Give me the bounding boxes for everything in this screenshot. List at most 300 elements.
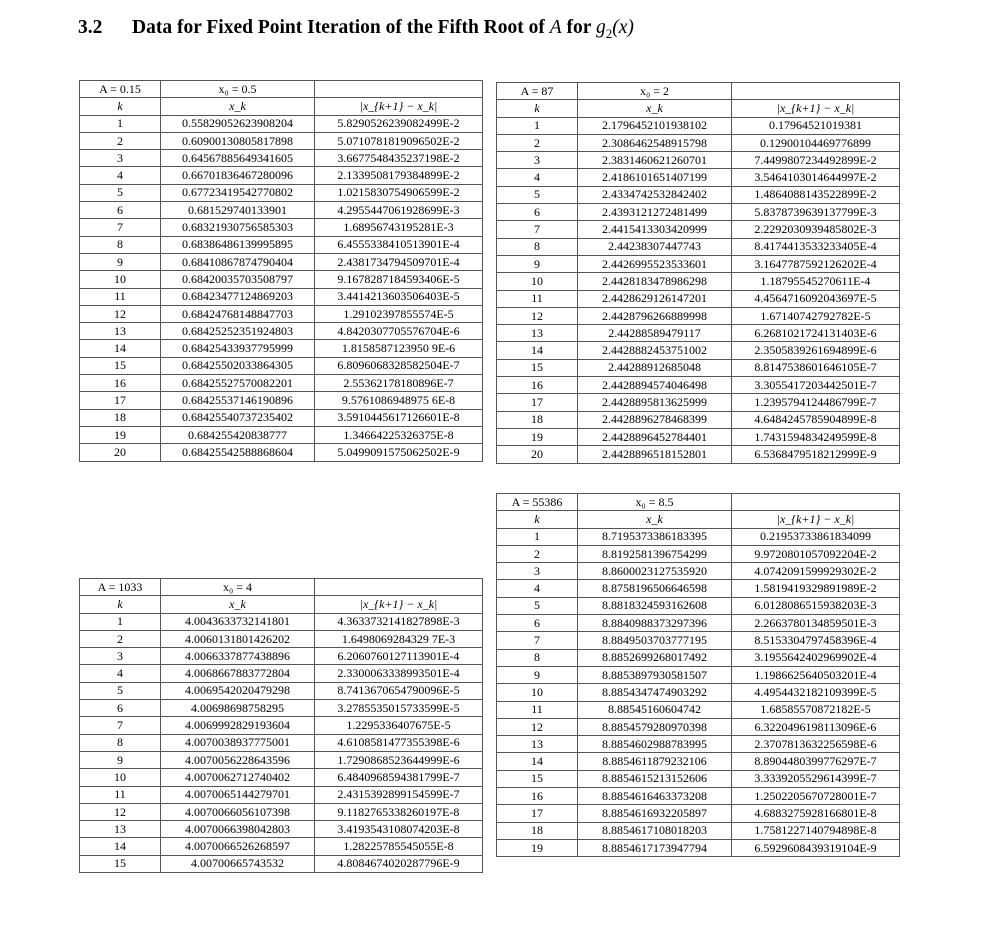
cell-diff: 3.5910445617126601E-8 [315,409,483,426]
cell-xk: 0.68425527570082201 [161,375,315,392]
column-k: k [80,596,161,613]
cell-xk: 4.0060131801426202 [161,630,315,647]
cell-k: 8 [80,734,161,751]
cell-diff: 4.2955447061928699E-3 [315,202,483,219]
cell-diff: 9.1678287184593406E-5 [315,271,483,288]
cell-diff: 3.4193543108074203E-8 [315,821,483,838]
table-row [497,255,900,272]
cell-k: 13 [80,323,161,340]
table-row [497,169,900,186]
cell-diff: 3.6677548435237198E-2 [315,150,483,167]
cell-diff: 1.2395794124486799E-7 [732,394,900,411]
table-row [80,426,483,443]
cell-diff: 6.5929608439319104E-9 [732,839,900,856]
cell-diff: 4.8084674020287796E-9 [315,855,483,872]
table-row [80,630,483,647]
cell-k: 19 [497,839,578,856]
table-row [497,117,900,134]
cell-k: 7 [497,632,578,649]
cell-diff: 5.0710781819096502E-2 [315,132,483,149]
table-row [80,253,483,270]
cell-diff: 4.3633732141827898E-3 [315,613,483,630]
cell-xk: 2.4428882453751002 [578,342,732,359]
table-row [497,342,900,359]
table-row [80,648,483,665]
table-row [80,700,483,717]
column-k: k [80,98,161,115]
x0-label: x₀ = 2 [578,83,732,100]
table-row [80,734,483,751]
cell-k: 1 [497,528,578,545]
cell-k: 4 [497,169,578,186]
table-row [497,718,900,735]
cell-diff: 6.3220496198113096E-6 [732,718,900,735]
cell-k: 12 [80,305,161,322]
column-header-row [80,98,483,115]
a-value-label: A = 55386 [497,494,578,511]
table-row [80,219,483,236]
cell-xk: 2.3831460621260701 [578,152,732,169]
table-row [497,290,900,307]
table-row [80,786,483,803]
cell-diff: 2.3300063338993501E-4 [315,665,483,682]
cell-k: 18 [497,411,578,428]
cell-xk: 2.44238307447743 [578,238,732,255]
column-k: k [497,100,578,117]
table-a-0-15 [79,80,483,462]
cell-diff: 1.8158587123950 9E-6 [315,340,483,357]
table-row [497,822,900,839]
table-row [80,357,483,374]
cell-diff: 3.2785535015733599E-5 [315,700,483,717]
cell-k: 16 [497,377,578,394]
cell-diff: 2.3707813632256598E-6 [732,736,900,753]
cell-k: 15 [497,770,578,787]
cell-diff: 6.2060760127113901E-4 [315,648,483,665]
cell-xk: 0.684255420838777 [161,426,315,443]
table-row [80,323,483,340]
cell-diff: 5.8290526239082499E-2 [315,115,483,132]
cell-k: 3 [80,150,161,167]
cell-xk: 4.0069542020479298 [161,682,315,699]
cell-xk: 4.0070066526268597 [161,838,315,855]
cell-xk: 2.4334742532842402 [578,186,732,203]
cell-xk: 2.4393121272481499 [578,204,732,221]
cell-diff: 1.6498069284329 7E-3 [315,630,483,647]
cell-k: 3 [497,152,578,169]
cell-diff: 0.12900104469776899 [732,134,900,151]
table-row [497,563,900,580]
cell-diff: 2.55362178180896E-7 [315,375,483,392]
cell-k: 17 [497,805,578,822]
cell-xk: 2.4428896518152801 [578,446,732,463]
cell-xk: 0.60900130805817898 [161,132,315,149]
cell-diff: 1.7581227140794898E-8 [732,822,900,839]
cell-xk: 2.4428796266889998 [578,307,732,324]
cell-diff: 0.17964521019381 [732,117,900,134]
cell-xk: 0.68424768148847703 [161,305,315,322]
cell-k: 2 [497,134,578,151]
cell-xk: 8.8854611879232106 [578,753,732,770]
cell-diff: 6.4555338410513901E-4 [315,236,483,253]
column-diff: |x_{k+1} − x_k| [315,596,483,613]
cell-xk: 4.0069992829193604 [161,717,315,734]
table-row [80,150,483,167]
cell-xk: 8.7195373386183395 [578,528,732,545]
cell-diff: 2.3505839261694899E-6 [732,342,900,359]
cell-k: 3 [80,648,161,665]
cell-k: 4 [80,167,161,184]
cell-diff: 6.8096068328582504E-7 [315,357,483,374]
cell-k: 16 [80,375,161,392]
cell-xk: 4.00700665743532 [161,855,315,872]
cell-k: 13 [497,736,578,753]
section-number: 3.2 [78,17,103,38]
cell-xk: 4.0070066398042803 [161,821,315,838]
cell-xk: 2.4428183478986298 [578,273,732,290]
table-row [497,649,900,666]
cell-k: 6 [80,700,161,717]
cell-diff: 4.0742091599929302E-2 [732,563,900,580]
table-row [497,134,900,151]
cell-diff: 1.29102397855574E-5 [315,305,483,322]
cell-k: 20 [497,446,578,463]
cell-k: 10 [497,684,578,701]
cell-k: 14 [497,753,578,770]
cell-xk: 0.68425433937795999 [161,340,315,357]
header-blank [732,83,900,100]
table-row [80,613,483,630]
column-diff: |x_{k+1} − x_k| [732,511,900,528]
cell-diff: 6.2681021724131403E-6 [732,325,900,342]
table-row [497,597,900,614]
table-row [80,803,483,820]
table-row [497,528,900,545]
cell-diff: 9.1182765338260197E-8 [315,803,483,820]
cell-k: 7 [497,221,578,238]
cell-xk: 8.8854579280970398 [578,718,732,735]
table-a-55386 [496,493,900,857]
table-header-row [80,81,483,98]
cell-xk: 8.8758196506646598 [578,580,732,597]
cell-diff: 2.1339508179384899E-2 [315,167,483,184]
cell-k: 9 [497,255,578,272]
a-value-label: A = 87 [497,83,578,100]
cell-k: 15 [80,855,161,872]
cell-k: 2 [497,545,578,562]
cell-k: 15 [497,359,578,376]
cell-xk: 0.66701836467280096 [161,167,315,184]
cell-xk: 2.44288589479117 [578,325,732,342]
table-row [497,428,900,445]
table-row [80,392,483,409]
cell-k: 13 [80,821,161,838]
table-row [80,682,483,699]
cell-xk: 0.68425502033864305 [161,357,315,374]
cell-diff: 1.34664225326375E-8 [315,426,483,443]
cell-k: 17 [80,392,161,409]
cell-diff: 1.2502205670728001E-7 [732,788,900,805]
table-row [80,665,483,682]
cell-xk: 2.4426995523533601 [578,255,732,272]
cell-k: 5 [497,597,578,614]
table-row [497,221,900,238]
column-header-row [497,511,900,528]
cell-xk: 2.4428896278468399 [578,411,732,428]
table-row [497,152,900,169]
cell-k: 14 [80,838,161,855]
cell-k: 10 [80,271,161,288]
cell-xk: 8.8600023127535920 [578,563,732,580]
cell-xk: 8.88545160604742 [578,701,732,718]
cell-k: 8 [497,238,578,255]
cell-xk: 0.68425540737235402 [161,409,315,426]
cell-k: 10 [497,273,578,290]
cell-diff: 7.4499807234492899E-2 [732,152,900,169]
cell-diff: 1.68956743195281E-3 [315,219,483,236]
table-row [80,838,483,855]
cell-xk: 4.0070056228643596 [161,751,315,768]
table-row [497,666,900,683]
cell-xk: 0.68425252351924803 [161,323,315,340]
cell-k: 9 [497,666,578,683]
table-row [497,377,900,394]
cell-xk: 0.68386486139995895 [161,236,315,253]
table-row [497,839,900,856]
cell-k: 1 [80,613,161,630]
cell-diff: 1.7431594834249599E-8 [732,428,900,445]
cell-diff: 4.4954432182109399E-5 [732,684,900,701]
cell-diff: 0.21953733861834099 [732,528,900,545]
cell-diff: 2.4381734794509701E-4 [315,253,483,270]
cell-xk: 2.3086462548915798 [578,134,732,151]
column-k: k [497,511,578,528]
table-row [80,375,483,392]
cell-xk: 8.8840988373297396 [578,615,732,632]
cell-xk: 2.4428894574046498 [578,377,732,394]
header-blank [315,81,483,98]
cell-diff: 3.1647787592126202E-4 [732,255,900,272]
table-row [80,821,483,838]
table-row [497,325,900,342]
column-xk: x_k [161,98,315,115]
cell-k: 7 [80,219,161,236]
cell-diff: 4.4564716092043697E-5 [732,290,900,307]
table-row [497,273,900,290]
cell-k: 18 [80,409,161,426]
cell-xk: 0.64567885649341605 [161,150,315,167]
table-row [80,305,483,322]
cell-xk: 8.8854617108018203 [578,822,732,839]
table-row [497,632,900,649]
cell-k: 19 [80,426,161,443]
table-row [80,132,483,149]
cell-xk: 8.8818324593162608 [578,597,732,614]
table-a-1033 [79,578,483,873]
cell-diff: 1.2295336407675E-5 [315,717,483,734]
cell-k: 9 [80,253,161,270]
cell-xk: 0.68420035703508797 [161,271,315,288]
cell-diff: 3.1955642402969902E-4 [732,649,900,666]
cell-xk: 4.0068667883772804 [161,665,315,682]
cell-xk: 8.8854602988783995 [578,736,732,753]
table-row [80,751,483,768]
cell-xk: 0.681529740133901 [161,202,315,219]
column-diff: |x_{k+1} − x_k| [732,100,900,117]
table-row [497,753,900,770]
cell-diff: 4.6883275928166801E-8 [732,805,900,822]
table-row [80,236,483,253]
cell-k: 15 [80,357,161,374]
cell-k: 14 [80,340,161,357]
section-title: 3.2 Data for Fixed Point Iteration of the Fifth Root of A for $g_2(x)$ [78,17,634,41]
cell-k: 6 [80,202,161,219]
cell-k: 5 [497,186,578,203]
table-row [497,307,900,324]
table-row [497,770,900,787]
cell-k: 14 [497,342,578,359]
cell-diff: 1.28225785545055E-8 [315,838,483,855]
cell-xk: 8.8854616932205897 [578,805,732,822]
cell-k: 4 [497,580,578,597]
cell-diff: 8.5153304797458396E-4 [732,632,900,649]
cell-xk: 8.8853897930581507 [578,666,732,683]
cell-k: 1 [80,115,161,132]
table-row [80,444,483,461]
cell-k: 2 [80,132,161,149]
cell-xk: 0.68410867874790404 [161,253,315,270]
column-header-row [80,596,483,613]
cell-xk: 8.8849503703777195 [578,632,732,649]
cell-k: 16 [497,788,578,805]
table-row [80,271,483,288]
cell-xk: 4.0070062712740402 [161,769,315,786]
table-row [80,340,483,357]
cell-k: 11 [80,288,161,305]
cell-k: 13 [497,325,578,342]
table-row [80,202,483,219]
cell-diff: 1.1986625640503201E-4 [732,666,900,683]
cell-k: 3 [497,563,578,580]
cell-k: 6 [497,615,578,632]
x0-label: x₀ = 0.5 [161,81,315,98]
cell-diff: 1.5819419329891989E-2 [732,580,900,597]
cell-diff: 6.0128086515938203E-3 [732,597,900,614]
cell-xk: 4.00698698758295 [161,700,315,717]
cell-xk: 8.8854616463373208 [578,788,732,805]
cell-diff: 1.0215830754906599E-2 [315,184,483,201]
table-header-row [497,83,900,100]
cell-xk: 0.67723419542770802 [161,184,315,201]
column-xk: x_k [161,596,315,613]
cell-k: 7 [80,717,161,734]
cell-diff: 9.9720801057092204E-2 [732,545,900,562]
table-row [80,409,483,426]
cell-k: 20 [80,444,161,461]
cell-diff: 3.3339205529614399E-7 [732,770,900,787]
cell-diff: 2.4315392899154599E-7 [315,786,483,803]
cell-xk: 8.8854615213152606 [578,770,732,787]
cell-k: 6 [497,204,578,221]
cell-diff: 1.68585570872182E-5 [732,701,900,718]
cell-xk: 2.4186101651407199 [578,169,732,186]
cell-diff: 5.0499091575062502E-9 [315,444,483,461]
table-row [497,411,900,428]
cell-k: 9 [80,751,161,768]
a-value-label: A = 0.15 [80,81,161,98]
a-value-label: A = 1033 [80,579,161,596]
cell-diff: 9.5761086948975 6E-8 [315,392,483,409]
table-row [80,717,483,734]
cell-k: 8 [80,236,161,253]
cell-k: 2 [80,630,161,647]
table-row [80,855,483,872]
cell-k: 12 [497,307,578,324]
cell-k: 12 [497,718,578,735]
cell-diff: 3.4414213603506403E-5 [315,288,483,305]
table-row [497,580,900,597]
column-xk: x_k [578,511,732,528]
table-row [80,184,483,201]
column-header-row [497,100,900,117]
cell-diff: 8.8147538601646105E-7 [732,359,900,376]
x0-label: x₀ = 8.5 [578,494,732,511]
cell-k: 5 [80,184,161,201]
cell-xk: 2.4428896452784401 [578,428,732,445]
cell-xk: 4.0070038937775001 [161,734,315,751]
table-row [497,684,900,701]
cell-xk: 4.0070066056107398 [161,803,315,820]
table-header-row [497,494,900,511]
table-row [80,167,483,184]
table-row [80,769,483,786]
cell-xk: 8.8852699268017492 [578,649,732,666]
cell-diff: 8.8904480399776297E-7 [732,753,900,770]
table-row [80,115,483,132]
cell-k: 5 [80,682,161,699]
table-header-row [80,579,483,596]
cell-k: 11 [497,701,578,718]
cell-diff: 4.8420307705576704E-6 [315,323,483,340]
table-row [497,238,900,255]
cell-xk: 0.68425542588868604 [161,444,315,461]
cell-diff: 1.18795545270611E-4 [732,273,900,290]
table-a-87 [496,82,900,464]
cell-diff: 2.2292030939485802E-3 [732,221,900,238]
table-row [497,204,900,221]
table-row [497,394,900,411]
cell-diff: 1.7290868523644999E-6 [315,751,483,768]
cell-diff: 8.7413670654790096E-5 [315,682,483,699]
cell-diff: 6.5368479518212999E-9 [732,446,900,463]
cell-xk: 2.4415413303420999 [578,221,732,238]
cell-xk: 0.68425537146190896 [161,392,315,409]
cell-diff: 2.2663780134859501E-3 [732,615,900,632]
cell-diff: 1.4864088143522899E-2 [732,186,900,203]
table-row [497,736,900,753]
cell-xk: 2.4428629126147201 [578,290,732,307]
table-row [497,788,900,805]
column-diff: |x_{k+1} − x_k| [315,98,483,115]
cell-diff: 1.67140742792782E-5 [732,307,900,324]
cell-xk: 4.0066337877438896 [161,648,315,665]
cell-xk: 8.8192581396754299 [578,545,732,562]
cell-k: 12 [80,803,161,820]
table-row [497,186,900,203]
cell-xk: 0.68423477124869203 [161,288,315,305]
cell-diff: 4.6108581477355398E-6 [315,734,483,751]
cell-diff: 3.3055417203442501E-7 [732,377,900,394]
